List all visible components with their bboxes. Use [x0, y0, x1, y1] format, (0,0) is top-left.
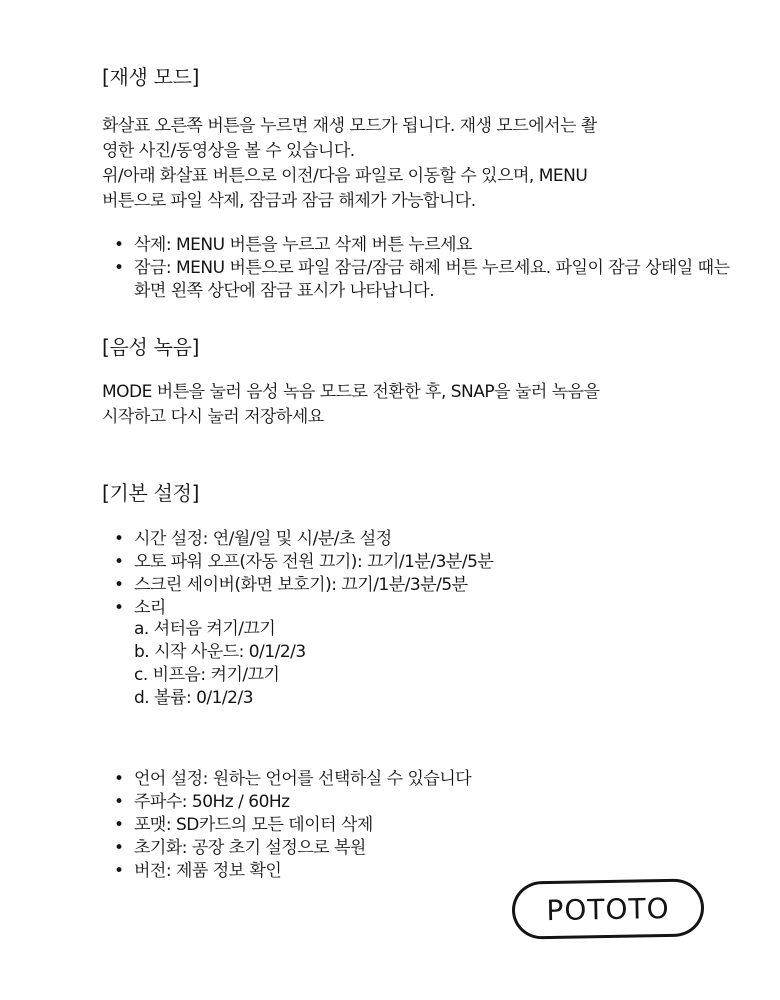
bullet: •	[114, 235, 124, 255]
bullet: •	[114, 575, 124, 595]
list-item-text: 포맷: SD카드의 모든 데이터 삭제	[134, 815, 373, 835]
list-item	[102, 597, 493, 620]
basic-list	[102, 528, 493, 620]
voice-paragraph: MODE 버튼을 눌러 음성 녹음 모드로 전환한 후, SNAP을 눌러 녹음을 시작하고 다시 눌러 저장하세요	[102, 382, 600, 427]
bullet: •	[114, 861, 124, 881]
playback-paragraph: 화살표 오른쪽 버튼을 누르면 재생 모드가 됩니다. 재생 모드에서는 촬 영한 사진/동영상을 볼 수 있습니다. 위/아래 화살표 버튼으로 이전/다음 파일로 이동할 수 있으며, MENU 버튼으로 파일 삭제, 잠금과 잠금 해제가 가능합니다.	[102, 116, 597, 211]
basic-heading: [기본 설정]	[102, 481, 200, 505]
list-item	[102, 257, 742, 303]
playback-heading: [재생 모드]	[102, 65, 200, 89]
playback-list	[102, 234, 742, 303]
list-item	[102, 551, 493, 574]
list-item	[102, 791, 471, 814]
list-item	[102, 234, 742, 257]
list-item	[102, 860, 471, 883]
list-item	[102, 768, 471, 791]
bullet: •	[114, 552, 124, 572]
list-item	[102, 574, 493, 597]
list-item	[102, 528, 493, 551]
bullet: •	[114, 598, 124, 618]
bullet: •	[114, 815, 124, 835]
voice-heading: [음성 녹음]	[102, 335, 200, 359]
list-item-text: 주파수: 50Hz / 60Hz	[134, 792, 290, 812]
bullet: •	[114, 529, 124, 549]
bullet: •	[114, 838, 124, 858]
list-item-text: 버전: 제품 정보 확인	[134, 861, 282, 881]
list-item-text: 삭제: MENU 버튼을 누르고 삭제 버튼 누르세요	[134, 235, 472, 255]
basic-list-2	[102, 768, 471, 883]
bullet: •	[114, 769, 124, 789]
list-item	[102, 837, 471, 860]
list-item-text: 오토 파워 오프(자동 전원 끄기): 끄기/1분/3분/5분	[134, 552, 494, 572]
bullet: •	[114, 792, 124, 812]
pototo-logo: POTOTO	[512, 878, 705, 939]
bullet: •	[114, 258, 124, 278]
list-item-text: 스크린 세이버(화면 보호기): 끄기/1분/3분/5분	[134, 575, 468, 595]
list-item-text: 언어 설정: 원하는 언어를 선택하실 수 있습니다	[134, 769, 472, 789]
list-item-text: 초기화: 공장 초기 설정으로 복원	[134, 838, 366, 858]
list-item-text: 시간 설정: 연/월/일 및 시/분/초 설정	[134, 529, 392, 549]
list-item	[102, 814, 471, 837]
sound-sub-list: a. 셔터음 켜기/끄기 b. 시작 사운드: 0/1/2/3 c. 비프음: 켜기/끄기 d. 볼륨: 0/1/2/3	[134, 619, 306, 708]
list-item-text: 소리	[134, 598, 166, 618]
list-item-text: 잠금: MENU 버튼으로 파일 잠금/잠금 해제 버튼 누르세요. 파일이 잠금 상태일 때는 화면 왼쪽 상단에 잠금 표시가 나타납니다.	[134, 258, 730, 301]
